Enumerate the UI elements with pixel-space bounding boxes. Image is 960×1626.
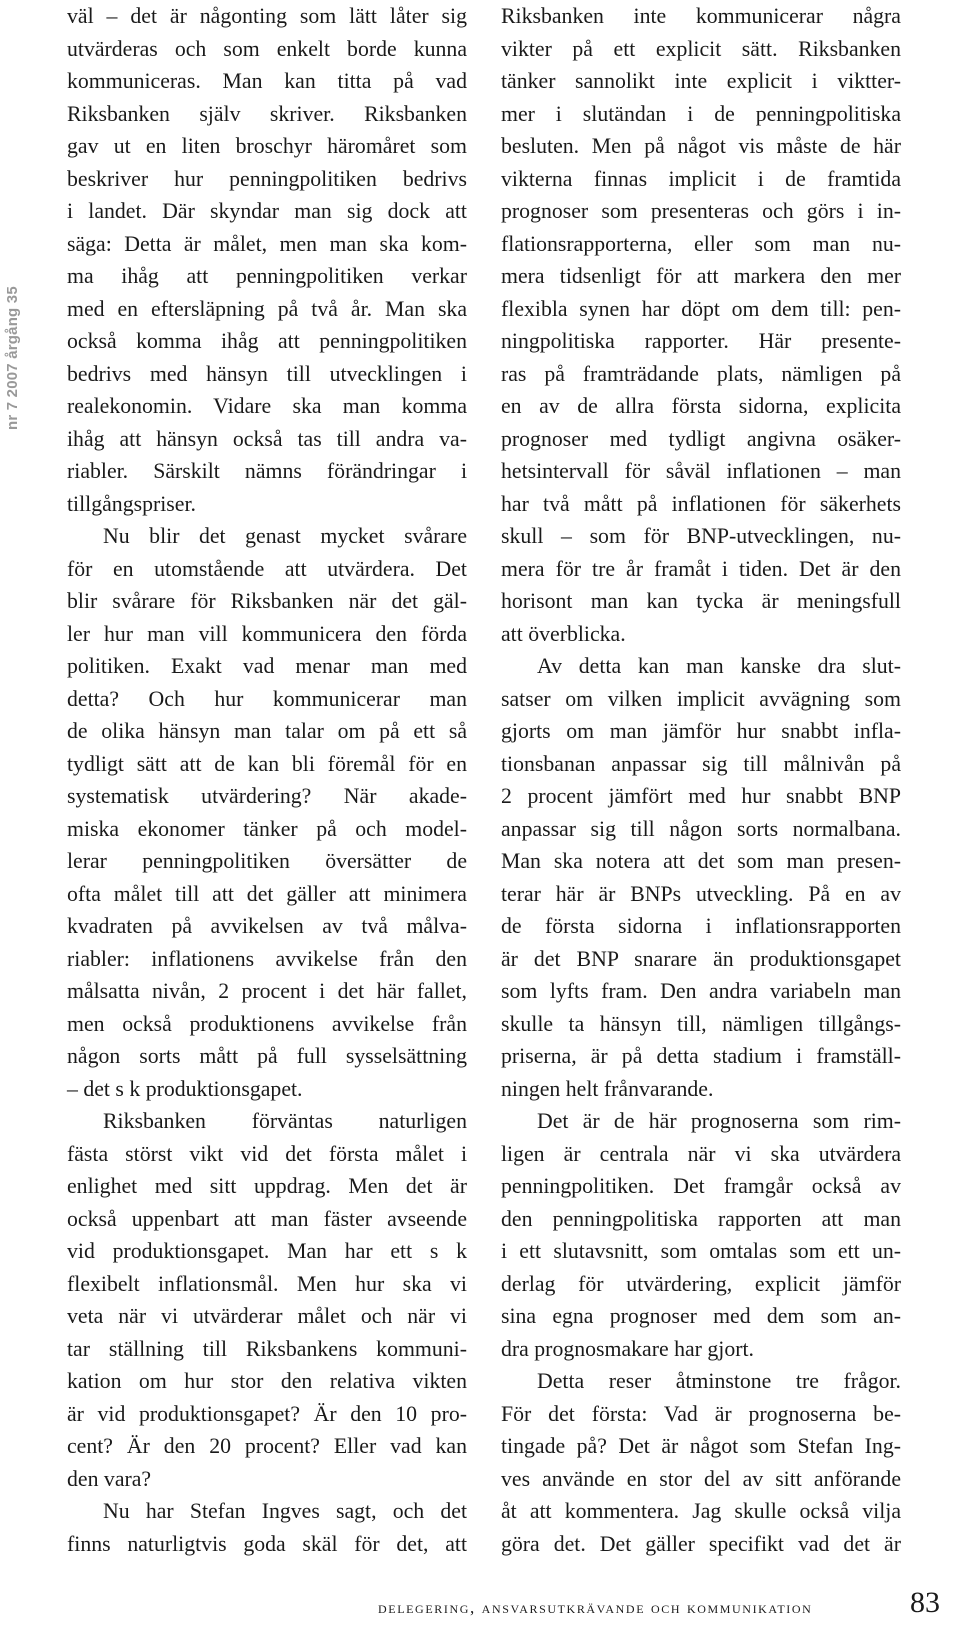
text-line: bedrivs med hänsyn till utvecklingen i [67, 361, 467, 386]
text-line: mera tidsenligt för att markera den mer [501, 264, 901, 288]
text-line: vid produktionsgapet. Man har ett s k [67, 1239, 467, 1263]
text-line: någon sorts mått på full sysselsättning [67, 1044, 467, 1068]
text-line: flexibla synen har döpt om dem till: pen- [501, 296, 901, 321]
text-line: flexibelt inflationsmål. Men hur ska vi [67, 1271, 467, 1296]
text-line: vikterna finnas implicit i de framtida [501, 166, 901, 191]
text-line: fästa störst vikt vid det första målet i [67, 1141, 467, 1166]
text-line: är vid produktionsgapet? Är den 10 pro- [67, 1401, 467, 1426]
text-line: ras på framträdande plats, nämligen på [501, 361, 901, 386]
text-line: tar ställning till Riksbankens kommuni- [67, 1336, 467, 1361]
text-line: 2 procent jämfört med hur snabbt BNP [501, 784, 901, 808]
text-line: horisont man kan tycka är meningsfull [501, 589, 901, 613]
text-line: ningpolitiska rapporter. Här presente- [501, 329, 901, 353]
text-line: tydligt sätt att de kan bli föremål för en [67, 751, 467, 776]
text-line: göra det. Det gäller specifikt vad det är [501, 1531, 901, 1556]
text-line: Nu har Stefan Ingves sagt, och det [103, 1499, 467, 1523]
left-column [67, 0, 467, 1560]
text-line: blir svårare för Riksbanken när det gäl- [67, 589, 467, 613]
text-line: anpassar sig till någon sorts normalbana. [501, 816, 901, 841]
text-line: för en utomstående att utvärdera. Det [67, 556, 467, 581]
text-line: terar här är BNPs utveckling. På en av [501, 881, 901, 906]
text-line: realekonomin. Vidare ska man komma [67, 394, 467, 418]
text-line: kvadraten på avvikelsen av två målva- [67, 914, 467, 938]
text-line: derlag för utvärdering, explicit jämför [501, 1271, 901, 1296]
text-line: mera för tre år framåt i tiden. Det är den [501, 556, 901, 581]
text-line: utvärderas och som enkelt borde kunna [67, 36, 467, 61]
text-line: prognoser som presenteras och görs i in- [501, 199, 901, 223]
text-line: också komma ihåg att penningpolitiken [67, 329, 467, 353]
text-line: ves använde en stor del av sitt anförande [501, 1466, 901, 1491]
text-line: målsatta nivån, 2 procent i det här fallet, [67, 979, 467, 1003]
text-line: också uppenbart att man fäster avseende [67, 1206, 467, 1231]
text-line: sina egna prognoser med dem som an- [501, 1304, 901, 1328]
text-line: gjorts om man jämför hur snabbt infla- [501, 719, 901, 743]
text-line: tionsbanan anpassar sig till målnivån på [501, 751, 901, 776]
text-line: priserna, är på detta stadium i framställ- [501, 1044, 901, 1068]
text-line: Nu blir det genast mycket svårare [103, 524, 467, 548]
right-column [501, 0, 901, 1560]
text-line: Detta reser åtminstone tre frågor. [537, 1369, 901, 1393]
text-line: ningen helt frånvarande. [501, 1076, 714, 1101]
text-line: i landet. Där skyndar man sig dock att [67, 199, 467, 223]
text-line: veta när vi utvärderar målet och när vi [67, 1304, 467, 1328]
text-line: hetsintervall för såväl inflationen – man [501, 459, 901, 483]
text-line: gav ut en liten broschyr häromåret som [67, 134, 467, 158]
text-line: men också produktionens avvikelse från [67, 1011, 467, 1036]
text-line: åt att kommentera. Jag skulle också vilja [501, 1499, 901, 1523]
text-line: detta? Och hur kommunicerar man [67, 686, 467, 711]
text-line: tillgångspriser. [67, 491, 196, 516]
text-line: är det BNP snarare än produktionsgapet [501, 946, 901, 971]
text-line: politiken. Exakt vad menar man med [67, 654, 467, 678]
text-line: besluten. Men på något vis måste de här [501, 134, 901, 158]
text-line: systematisk utvärdering? När akade- [67, 784, 467, 808]
text-line: tänker sannolikt inte explicit i viktter- [501, 69, 901, 93]
text-line: ma ihåg att penningpolitiken verkar [67, 264, 467, 288]
text-line: har två mått på inflationen för säkerhets [501, 491, 901, 516]
text-line: ofta målet till att det gäller att minimera [67, 881, 467, 906]
text-line: skull – som för BNP-utvecklingen, nu- [501, 524, 901, 548]
text-line: skulle ta hänsyn till, nämligen tillgångs- [501, 1011, 901, 1036]
text-line: de olika hänsyn man talar om på ett så [67, 719, 467, 743]
text-line: flationsrapporterna, eller som man nu- [501, 231, 901, 256]
text-line: kation om hur stor den relativa vikten [67, 1369, 467, 1393]
running-footer: delegering, ansvarsutkrävande och kommunikation [378, 1598, 813, 1617]
text-line: Man ska notera att det som man presen- [501, 849, 901, 873]
text-line: Riksbanken förväntas naturligen [103, 1109, 467, 1133]
text-line: riabler: inflationens avvikelse från den [67, 946, 467, 971]
text-line: säga: Detta är målet, men man ska kom- [67, 231, 467, 256]
text-line: lerar penningpolitiken översätter de [67, 849, 467, 873]
text-line: dra prognosmakare har gjort. [501, 1336, 754, 1361]
text-line: den penningpolitiska rapporten att man [501, 1206, 901, 1231]
text-line: med en eftersläpning på två år. Man ska [67, 296, 467, 321]
text-line: beskriver hur penningpolitiken bedrivs [67, 166, 467, 191]
page-number: 83 [910, 1586, 940, 1619]
issue-label: nr 7 2007 årgång 35 [4, 286, 21, 430]
text-line: penningpolitiken. Det framgår också av [501, 1174, 901, 1198]
text-line: För det första: Vad är prognoserna be- [501, 1401, 901, 1426]
text-line: en av de allra första sidorna, explicita [501, 394, 901, 418]
text-line: ligen är centrala när vi ska utvärdera [501, 1141, 901, 1166]
text-line: de första sidorna i inflationsrapporten [501, 914, 901, 938]
text-line: prognoser med tydligt angivna osäker- [501, 426, 901, 451]
text-line: cent? Är den 20 procent? Eller vad kan [67, 1434, 467, 1458]
text-line: tingade på? Det är något som Stefan Ing- [501, 1434, 901, 1458]
text-line: – det s k produktionsgapet. [67, 1076, 303, 1101]
text-line: väl – det är någonting som lätt låter sig [67, 4, 467, 28]
text-line: att överblicka. [501, 621, 626, 646]
text-line: Det är de här prognoserna som rim- [537, 1109, 901, 1133]
text-line: vikter på ett explicit sätt. Riksbanken [501, 36, 901, 61]
text-line: som lyfts fram. Den andra variabeln man [501, 979, 901, 1003]
text-line: ler hur man vill kommunicera den förda [67, 621, 467, 646]
text-line: ihåg att hänsyn också tas till andra va- [67, 426, 467, 451]
text-line: enlighet med sitt uppdrag. Men det är [67, 1174, 467, 1198]
text-line: satser om vilken implicit avvägning som [501, 686, 901, 711]
text-line: i ett slutavsnitt, som omtalas som ett un- [501, 1239, 901, 1263]
text-line: Riksbanken inte kommunicerar några [501, 4, 901, 28]
text-line: riabler. Särskilt nämns förändringar i [67, 459, 467, 483]
text-line: Riksbanken själv skriver. Riksbanken [67, 101, 467, 126]
text-line: Av detta kan man kanske dra slut- [537, 654, 901, 678]
text-line: miska ekonomer tänker på och model- [67, 816, 467, 841]
text-line: mer i slutändan i de penningpolitiska [501, 101, 901, 126]
text-line: kommuniceras. Man kan titta på vad [67, 69, 467, 93]
text-line: finns naturligtvis goda skäl för det, att [67, 1531, 467, 1556]
text-line: den vara? [67, 1466, 152, 1491]
